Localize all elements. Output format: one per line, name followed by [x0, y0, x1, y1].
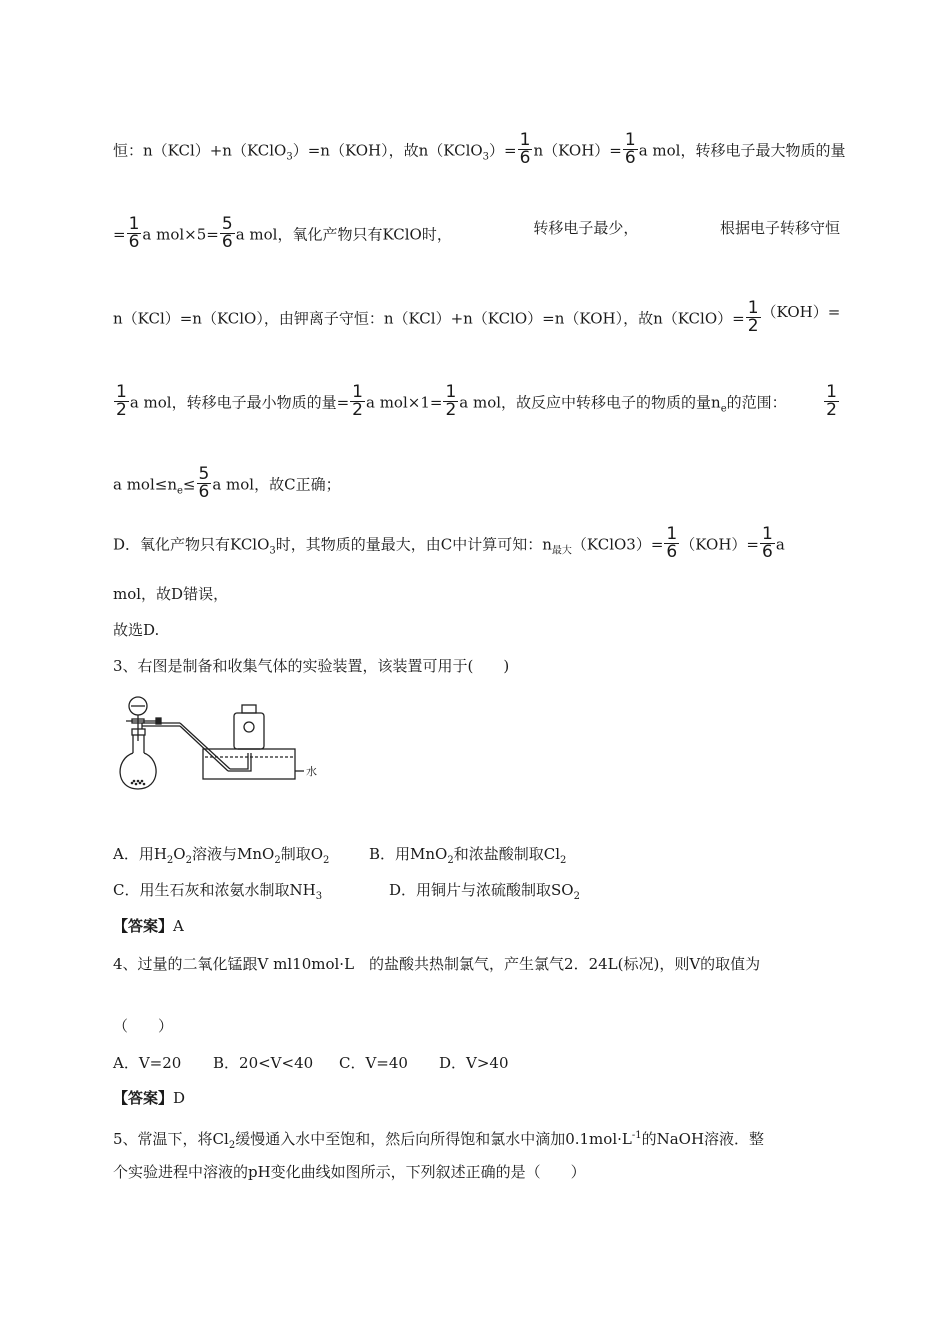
question-4-answer: 【答案】D	[113, 1089, 186, 1107]
option-a[interactable]: A．V=20	[113, 1054, 182, 1072]
question-4-stem: 4、过量的二氧化锰跟V ml10mol·L 的盐酸共热制氯气，产生氯气2．24L(标况)，则V的取值为	[113, 955, 761, 973]
question-4-options	[113, 1053, 840, 1073]
solution-line-4: $\frac{1}{2}$ a mol，转移电子最小物质的量= $\frac{1}{2}$ a mol×1= $\frac{1}{2}$ a mol，故反应中转移电子的物质的量$n_e$的范围： $\frac{1}{2}$	[116, 382, 837, 420]
fraction: $\frac{1}{6}$	[762, 524, 773, 562]
solution-line-6: D．氧化产物只有KClO$_3$时，其物质的量最大，由C中计算可知：$n_{最大}(KClO3)=$ $\frac{1}{6}$ （KOH）= $\frac{1}{6}$ a	[113, 524, 785, 562]
fraction: $\frac{1}{6}$	[666, 524, 678, 562]
option-c[interactable]: C．V=40	[339, 1054, 408, 1072]
question-5-stem-line-1: 5、常温下，将$Cl_2$缓慢通入水中至饱和，然后向所得饱和氯水中滴加$0.1mol\cdot L^{-1}$的NaOH溶液．整	[113, 1130, 765, 1151]
fraction: $\frac{1}{2}$	[352, 382, 363, 420]
question-3-options-row-2	[113, 880, 840, 907]
fraction: $\frac{1}{2}$	[116, 382, 127, 420]
fraction: $\frac{1}{6}$	[128, 214, 140, 252]
option-d[interactable]: D．V>40	[439, 1054, 509, 1072]
solution-line-1: 恒：n（KCl）+n（KClO$_3$）=n（KOH），故n（KClO$_3$）= $\frac{1}{6}$ n（KOH）= $\frac{1}{6}$ a mol，转移电子最大物质的量	[113, 130, 846, 168]
question-3-answer: 【答案】A	[113, 917, 184, 935]
option-b[interactable]: B．20<V<40	[213, 1054, 314, 1072]
solution-line-3: n（KCl）=n（KClO），由钾离子守恒：n（KCl）+n（KClO）=n（KOH），故n（KClO）= $\frac{1}{2}$ （KOH）=	[113, 298, 841, 336]
question-3-stem: 3、右图是制备和收集气体的实验装置，该装置可用于( )	[113, 657, 510, 675]
solution-line-7: mol，故D错误，	[113, 585, 229, 603]
gas-apparatus-diagram	[118, 693, 348, 791]
fraction: $\frac{5}{6}$	[221, 214, 233, 252]
question-5-stem-line-2: 个实验进程中溶液的pH变化曲线如图所示，下列叙述正确的是（ ）	[113, 1163, 586, 1181]
solution-line-5: a $mol\le n_e\le$ $\frac{5}{6}$ a mol，故C正确；	[113, 464, 341, 502]
fraction: $\frac{1}{6}$	[624, 130, 636, 168]
question-3-options-row-1	[113, 844, 840, 871]
fraction: $\frac{1}{2}$	[445, 382, 457, 420]
option-a[interactable]: A．用$H_2O_2$溶液与MnO$_2$制取$O_2$	[113, 845, 330, 866]
option-c[interactable]: C．用生石灰和浓氨水制取$NH_3$	[113, 881, 323, 902]
question-4-paren: （ ）	[113, 1017, 174, 1035]
solution-line-8: 故选D.	[113, 621, 160, 639]
solution-line-2: = $\frac{1}{6}$ a mol×5= $\frac{5}{6}$ a mol，氧化产物只有KClO时， 转移电子最少， 根据电子转移守恒	[113, 214, 840, 252]
option-d[interactable]: D．用铜片与浓硫酸制取$SO_2$	[389, 881, 580, 902]
fraction: $\frac{1}{2}$	[747, 298, 759, 336]
fraction: $\frac{1}{2}$	[826, 382, 837, 420]
fraction: $\frac{1}{6}$	[519, 130, 531, 168]
water-label: 水	[306, 765, 317, 778]
fraction: $\frac{5}{6}$	[198, 464, 210, 502]
option-b[interactable]: B．用MnO$_2$和浓盐酸制取$Cl_2$	[369, 845, 567, 866]
